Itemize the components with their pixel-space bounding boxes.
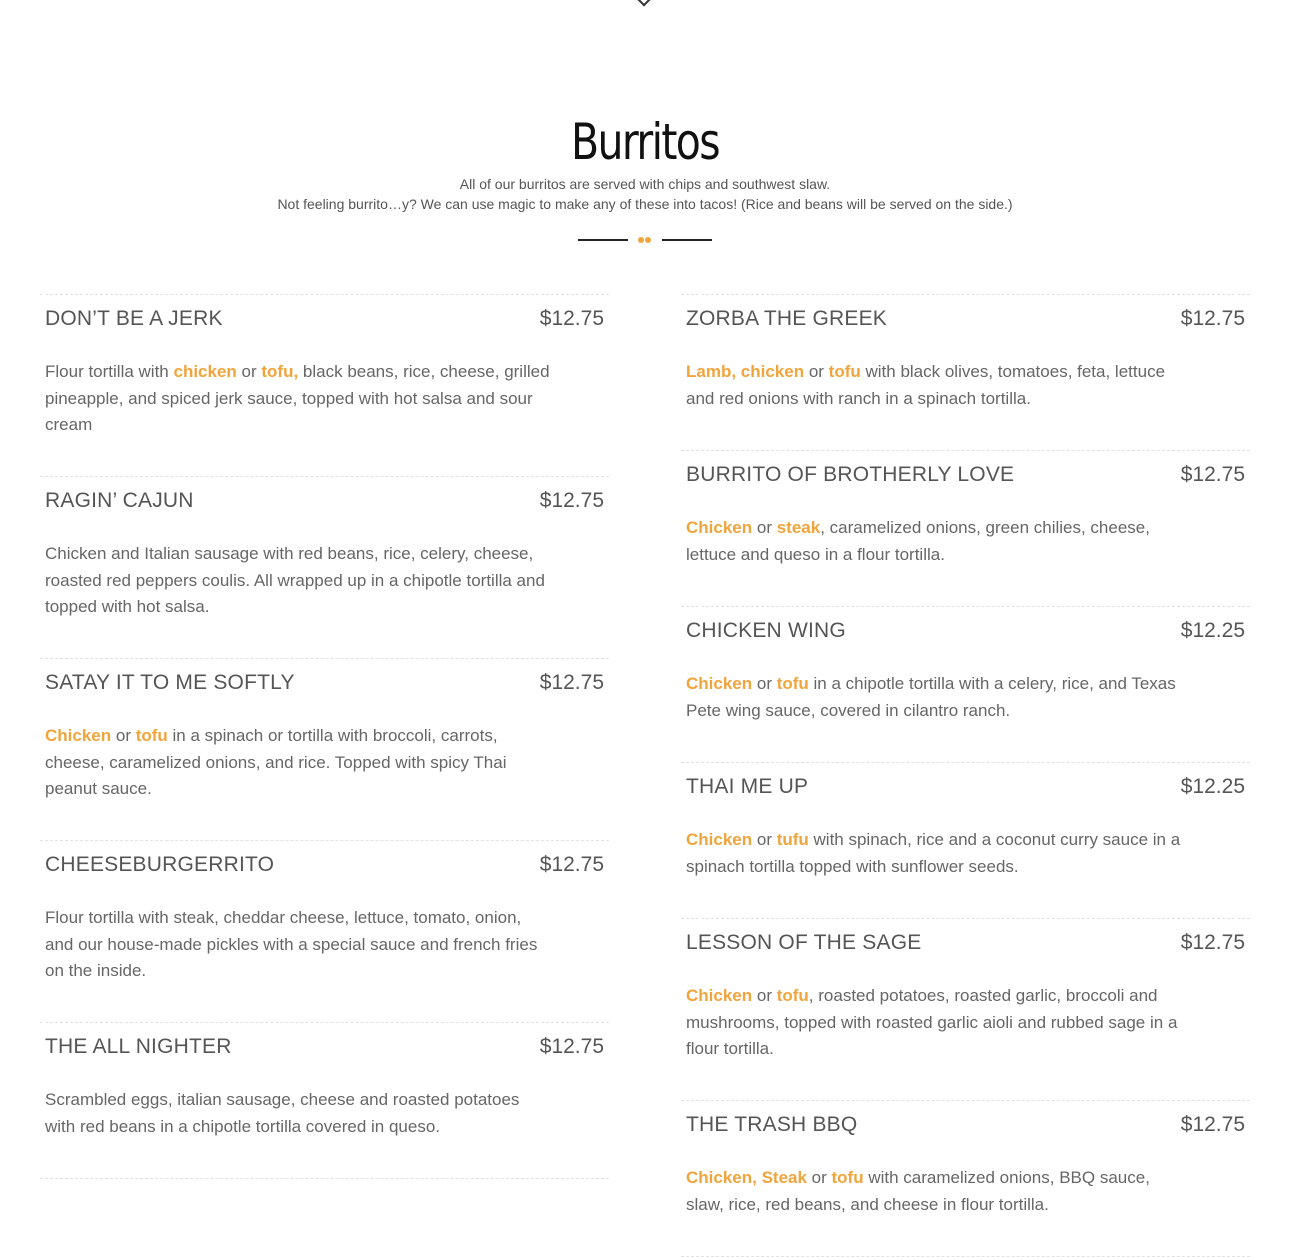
menu-item-description — [686, 671, 1191, 724]
subtitle-line-2: Not feeling burrito…y? We can use magic to make any of these into tacos! (Rice and beans will be served on the side.) — [277, 196, 1013, 212]
divider-line-right — [662, 239, 712, 241]
description-text: black beans, rice, cheese, grilled pineapple, and spiced jerk sauce, topped with hot salsa and sour cream — [45, 362, 550, 434]
description-text: , roasted potatoes, roasted garlic, broccoli and mushrooms, topped with roasted garlic aioli and rubbed sage in a flour tortilla. — [686, 986, 1178, 1058]
highlight-protein: chicken — [173, 362, 237, 381]
divider-dot — [645, 237, 651, 243]
description-text: with spinach, rice and a coconut curry sauce in a spinach tortilla topped with sunflower seeds. — [686, 830, 1181, 876]
menu-item-price: $12.25 — [1180, 619, 1245, 642]
menu-item-price: $12.75 — [539, 307, 604, 330]
description-text: Flour tortilla with — [45, 362, 174, 381]
divider-dot — [638, 237, 644, 243]
menu-item — [681, 1100, 1250, 1257]
highlight-protein: Chicken — [686, 986, 753, 1005]
description-text: or — [752, 518, 777, 537]
menu-item — [40, 1022, 609, 1179]
highlight-protein: steak — [776, 518, 821, 537]
description-text: with caramelized onions, BBQ sauce, slaw, rice, red beans, and cheese in flour tortilla. — [686, 1168, 1150, 1214]
highlight-protein: Chicken — [686, 674, 753, 693]
description-text: Scrambled eggs, italian sausage, cheese and roasted potatoes with red beans in a chipotle tortilla covered in queso. — [45, 1090, 520, 1136]
menu-item-name: RAGIN’ CAJUN — [45, 489, 194, 512]
menu-item-description — [45, 541, 550, 621]
description-text: in a spinach or tortilla with broccoli, carrots, cheese, caramelized onions, and rice. Topped with spicy Thai peanut sauce. — [45, 726, 507, 798]
menu-item-price: $12.75 — [539, 853, 604, 876]
menu-item-description — [686, 827, 1191, 880]
divider-line-left — [578, 239, 628, 241]
menu-item — [40, 840, 609, 1022]
menu-item-name: THAI ME UP — [686, 775, 809, 798]
menu-item — [681, 606, 1250, 762]
menu-item-description — [45, 905, 550, 985]
chevron-down-icon[interactable] — [636, 0, 653, 6]
description-text: or — [752, 674, 777, 693]
menu-item — [681, 918, 1250, 1100]
menu-item-description — [686, 1165, 1191, 1218]
highlight-protein: tofu — [828, 362, 861, 381]
highlight-protein: Chicken — [45, 726, 112, 745]
description-text: with black olives, tomatoes, feta, lettuce and red onions with ranch in a spinach tortilla. — [686, 362, 1166, 408]
highlight-protein: tufu — [776, 830, 809, 849]
description-text: Flour tortilla with steak, cheddar cheese, lettuce, tomato, onion, and our house-made pickles with a special sauce and french fries on the inside. — [45, 908, 538, 980]
description-text: in a chipotle tortilla with a celery, rice, and Texas Pete wing sauce, covered in cilantro ranch. — [686, 674, 1176, 720]
menu-item-price: $12.75 — [1180, 307, 1245, 330]
page-title: Burritos — [571, 113, 719, 171]
menu-item-description — [686, 983, 1191, 1063]
menu-item-price: $12.25 — [1180, 775, 1245, 798]
menu-item-price: $12.75 — [539, 1035, 604, 1058]
menu-item — [40, 658, 609, 840]
menu-item-price: $12.75 — [1180, 463, 1245, 486]
menu-column-left — [40, 294, 609, 1179]
highlight-protein: tofu — [776, 674, 809, 693]
menu-item — [681, 294, 1250, 450]
menu-item-description — [686, 515, 1191, 568]
highlight-protein: Chicken — [686, 830, 753, 849]
menu-item-name: BURRITO OF BROTHERLY LOVE — [686, 463, 1015, 486]
menu-item-description — [45, 359, 550, 439]
description-text: or — [804, 362, 829, 381]
highlight-protein: tofu — [776, 986, 809, 1005]
divider-dots-icon — [578, 236, 712, 248]
menu-item-name: DON’T BE A JERK — [45, 307, 223, 330]
highlight-protein: Chicken — [686, 518, 753, 537]
menu-item-name: SATAY IT TO ME SOFTLY — [45, 671, 295, 694]
description-text: , caramelized onions, green chilies, cheese, lettuce and queso in a flour tortilla. — [686, 518, 1150, 564]
highlight-protein: tofu — [831, 1168, 864, 1187]
menu-item — [681, 762, 1250, 918]
description-text: or — [806, 1168, 832, 1187]
menu-item-price: $12.75 — [1180, 931, 1245, 954]
highlight-protein: Chicken, Steak — [686, 1168, 807, 1187]
highlight-protein: tofu, — [261, 362, 299, 381]
menu-item-price: $12.75 — [1180, 1113, 1245, 1136]
menu-item-description — [45, 1087, 550, 1140]
menu-item-name: THE ALL NIGHTER — [45, 1035, 232, 1058]
section-header — [0, 110, 1290, 214]
description-text: or — [236, 362, 262, 381]
highlight-protein: Lamb, chicken — [686, 362, 805, 381]
menu-item — [40, 476, 609, 658]
menu-column-right — [681, 294, 1250, 1257]
menu-item-name: CHEESEBURGERRITO — [45, 853, 275, 876]
description-text: or — [752, 830, 777, 849]
menu-item-price: $12.75 — [539, 489, 604, 512]
menu-item-name: ZORBA THE GREEK — [686, 307, 887, 330]
highlight-protein: tofu — [135, 726, 168, 745]
menu-item-description — [686, 359, 1191, 412]
menu-item-name: THE TRASH BBQ — [686, 1113, 858, 1136]
menu-item-name: LESSON OF THE SAGE — [686, 931, 922, 954]
description-text: Chicken and Italian sausage with red beans, rice, celery, cheese, roasted red peppers coulis. All wrapped up in a chipotle tortilla and topped with hot salsa. — [45, 544, 545, 616]
subtitle-line-1: All of our burritos are served with chips and southwest slaw. — [459, 176, 831, 192]
description-text: or — [752, 986, 777, 1005]
menu-item-price: $12.75 — [539, 671, 604, 694]
menu-item — [681, 450, 1250, 606]
menu-item — [40, 294, 609, 476]
menu-item-name: CHICKEN WING — [686, 619, 846, 642]
menu-item-description — [45, 723, 550, 803]
description-text: or — [111, 726, 136, 745]
